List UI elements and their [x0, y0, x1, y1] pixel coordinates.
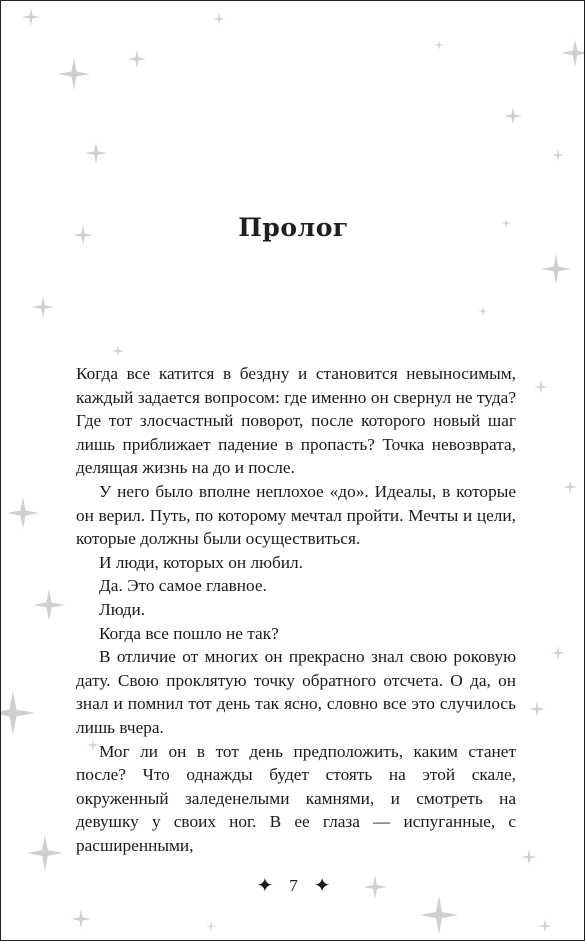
page-footer [1, 873, 585, 898]
paragraph: Да. Это самое главное. [99, 576, 267, 596]
paragraph: В отличие от многих он прекрасно знал свою роковую дату. Свою проклятую точку обратного отсчета. О да, он знал и помнил тот день так ясно, словно все это случилось лишь вчера. [76, 647, 516, 737]
chapter-title: Пролог [238, 213, 349, 242]
paragraph: Когда все пошло не так? [99, 623, 279, 643]
right-star-ornament-icon: ✦ [313, 875, 331, 897]
paragraph: У него было вполне неплохое «до». Идеалы, в которые он верил. Путь, по которому мечтал пройти. Мечты и цели, которые должны были осуществиться. [76, 481, 516, 549]
body-text [76, 362, 516, 857]
paragraph: И люди, которых он любил. [99, 552, 303, 572]
paragraph: Мог ли он в тот день предположить, каким станет после? Что однажды будет стоять на этой скале, окруженный заледенелыми камнями, и смотреть на девушку у своих ног. В ее глаза — испуганные, с расширенными, [76, 741, 516, 855]
paragraph: Когда все катится в бездну и становится невыносимым, каждый задается вопросом: где именно он свернул не туда? Где тот злосчастный поворот, после которого новый шаг лишь приближает падение в пропасть? Точка невозврата, делящая жизнь на до и после. [76, 364, 516, 478]
paragraph: Люди. [99, 599, 146, 619]
left-star-ornament-icon: ✦ [256, 875, 274, 897]
page-number: 7 [289, 876, 298, 895]
